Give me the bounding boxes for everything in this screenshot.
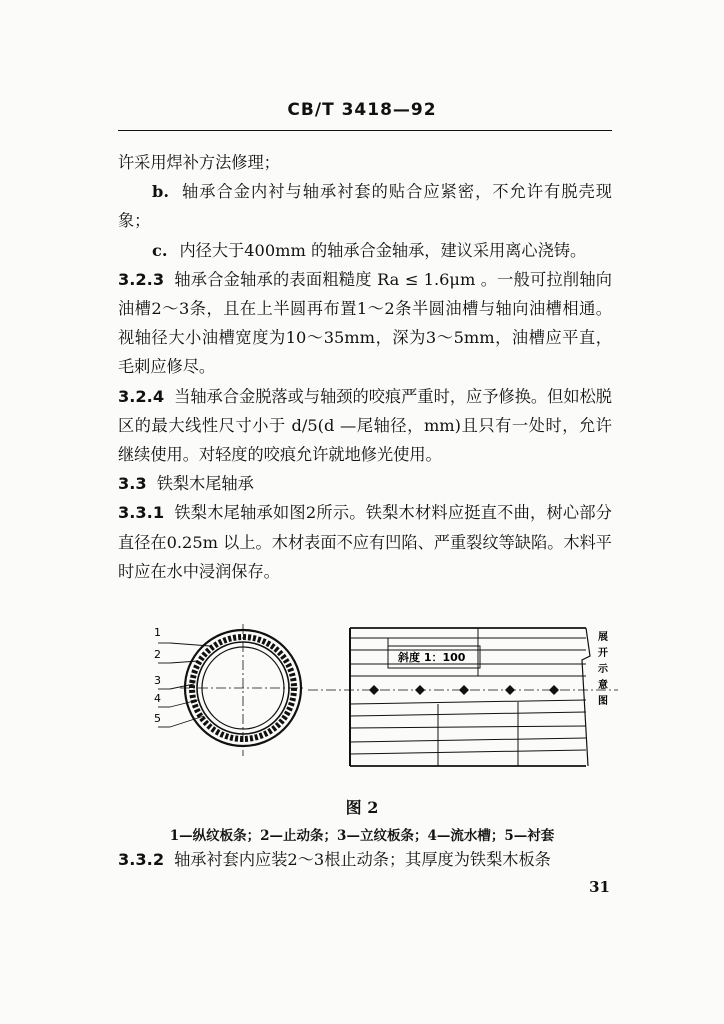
section-3-3-2 — [118, 846, 612, 874]
page-number: 31 — [589, 878, 610, 896]
side-label-char: 展 — [598, 632, 608, 643]
figure-legend: 1—纵纹板条；2—止动条；3—立纹板条；4—流水槽；5—衬套 — [169, 828, 555, 844]
section-number: 3.2.4 — [118, 386, 165, 406]
section-number: 3.3.1 — [118, 503, 165, 523]
callout-5: 5 — [154, 712, 161, 725]
callout-2: 2 — [154, 648, 161, 661]
section-text: 当轴承合金脱落或与轴颈的咬痕严重时，应予修换。但如松脱区的最大线性尺寸小于 d/5(d —尾轴径，mm)且只有一处时，允许继续使用。对轻度的咬痕允许就地修光使用。 — [118, 386, 612, 465]
section-number: 3.3.2 — [118, 850, 165, 869]
bearing-figure — [118, 616, 638, 776]
section-3-2-4 — [118, 382, 612, 470]
section-number: 3.2.3 — [118, 269, 165, 289]
item-text: 内径大于400mm 的轴承合金轴承，建议采用离心浇铸。 — [179, 240, 587, 260]
figure-title: 图 2 — [345, 798, 379, 817]
callout-4: 4 — [154, 692, 161, 705]
section-text: 轴承合金轴承的表面粗糙度 Ra ≤ 1.6μm 。一般可拉削轴向油槽2～3条，且在上半圆再布置1～2条半圆油槽与轴向油槽相通。视轴径大小油槽宽度为10～35mm，深为3～5mm，油槽应平直，毛刺应修尽。 — [118, 269, 612, 377]
section-number: 3.3 — [118, 474, 147, 494]
header-rule — [118, 130, 612, 131]
section-text: 轴承衬套内应装2～3根止动条；其厚度为铁梨木板条 — [174, 850, 551, 869]
item-label: c. — [152, 240, 168, 260]
slope-label: 斜度 1：100 — [398, 651, 466, 664]
item-text: 轴承合金内衬与轴承衬套的贴合应紧密，不允许有脱壳现象； — [118, 182, 612, 231]
paragraph-b — [118, 177, 612, 235]
callout-3: 3 — [154, 674, 161, 687]
section-3-3 — [118, 469, 612, 498]
paragraph-continuation: 许采用焊补方法修理； — [118, 153, 280, 172]
callout-1: 1 — [154, 626, 161, 639]
bearing-cross-section — [180, 624, 306, 756]
standard-code-header: CB/T 3418—92 — [287, 100, 437, 120]
side-label-char: 图 — [598, 696, 608, 707]
side-label — [598, 630, 609, 707]
paragraph-c — [118, 236, 612, 265]
side-label-char: 开 — [598, 648, 608, 659]
side-label-char: 意 — [598, 680, 608, 691]
section-3-2-3 — [118, 265, 612, 382]
item-label: b. — [152, 182, 169, 202]
side-label-char: 示 — [598, 664, 608, 675]
developed-view — [308, 628, 618, 766]
section-3-3-1 — [118, 498, 612, 586]
section-heading: 铁梨木尾轴承 — [156, 474, 254, 494]
body-text — [118, 148, 612, 586]
section-text: 铁梨木尾轴承如图2所示。铁梨木材料应挺直不曲，树心部分直径在0.25m 以上。木材表面不应有凹陷、严重裂纹等缺陷。木料平时应在水中浸润保存。 — [118, 503, 612, 581]
